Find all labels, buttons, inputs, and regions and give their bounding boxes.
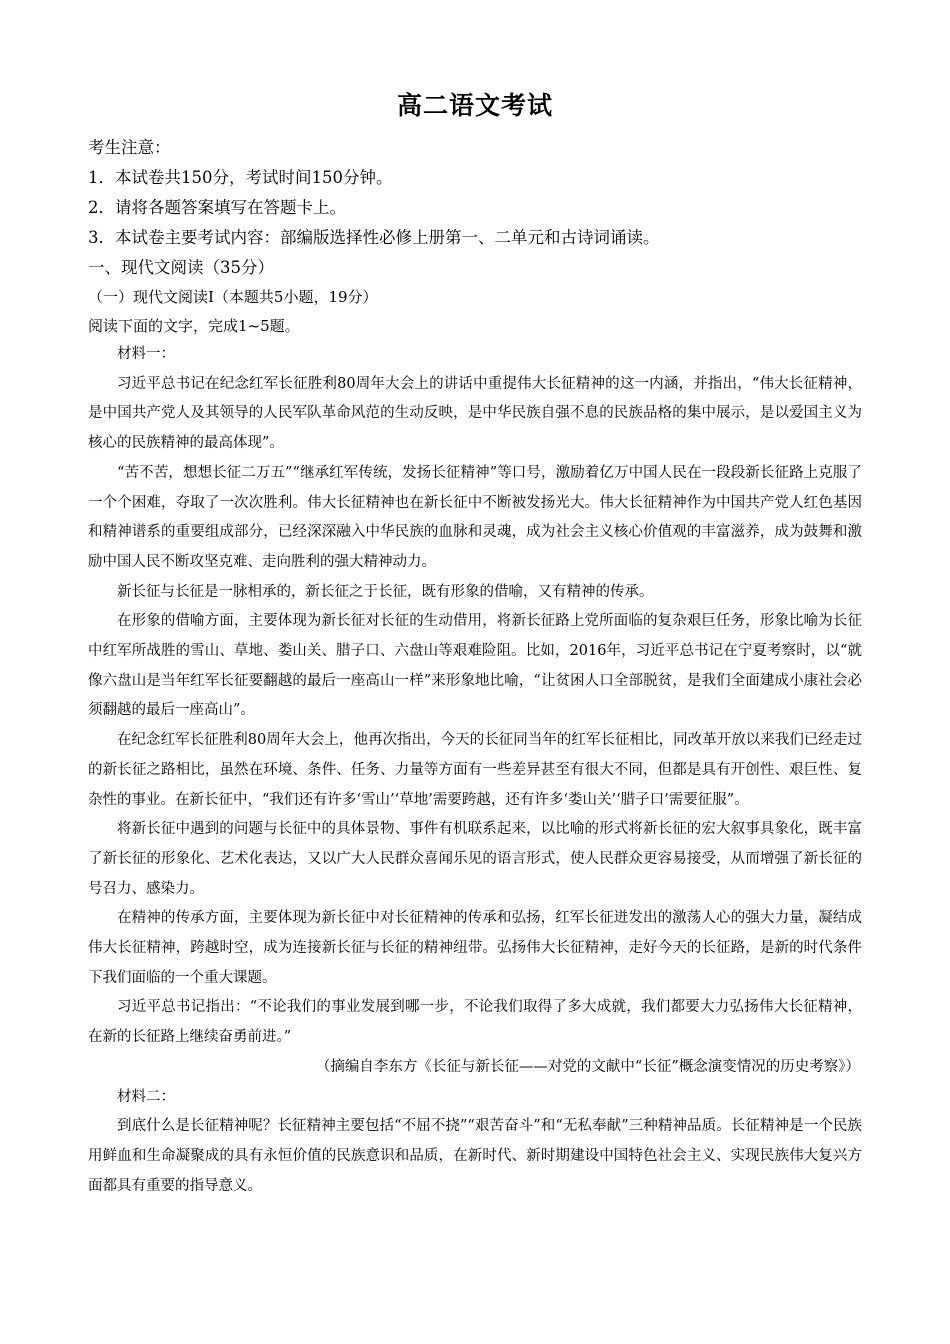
exam-title: 高二语文考试: [396, 91, 553, 120]
paragraph: 习近平总书记指出：“不论我们的事业发展到哪一步，不论我们取得了多大成就，我们都要大力弘扬伟大长征精神，在新的长征路上继续奋勇前进。”: [88, 999, 862, 1046]
paragraph: 到底什么是长征精神呢？长征精神主要包括“不屈不挠”“艰苦奋斗”和“无私奉献”三种精神品质。长征精神是一个民族用鲜血和生命凝聚成的具有永恒价值的民族意识和品质，在新时代、新时期建设中国特色社会主义、实现民族伟大复兴方面都具有重要的指导意义。: [88, 1118, 862, 1194]
paragraph: 将新长征中遇到的问题与长征中的具体景物、事件有机联系起来，以比喻的形式将新长征的宏大叙事具象化，既丰富了新长征的形象化、艺术化表达，又以广大人民群众喜闻乐见的语言形式，使人民群众更容易接受，从而增强了新长征的号召力、感染力。: [88, 821, 862, 897]
paragraph: “苦不苦，想想长征二万五”“继承红军传统，发扬长征精神”等口号，激励着亿万中国人民在一段段新长征路上克服了一个个困难，夺取了一次次胜利。伟大长征精神也在新长征中不断被发扬光大。伟大长征精神作为中国共产党人红色基因和精神谱系的重要组成部分，已经深深融入中华民族的血脉和灵魂，成为社会主义核心价值观的丰富滋养，成为鼓舞和激励中国人民不断攻坚克难、走向胜利的强大精神动力。: [88, 464, 862, 570]
notice-item: 2．请将各题答案填写在答题卡上。: [88, 198, 346, 217]
notice-item: 1．本试卷共150分，考试时间150分钟。: [88, 168, 393, 187]
reading-passage: [88, 340, 862, 1201]
paragraph: 在形象的借喻方面，主要体现为新长征对长征的生动借用，将新长征路上党所面临的复杂艰巨任务，形象比喻为长征中红军所战胜的雪山、草地、娄山关、腊子口、六盘山等艰难险阻。比如，2016年，习近平总书记在宁夏考察时，以“就像六盘山是当年红军长征要翻越的最后一座高山一样”来形象地比喻，“让贫困人口全部脱贫，是我们全面建成小康社会必须翻越的最后一座高山”。: [88, 613, 862, 719]
section-heading: 一、现代文阅读（35分）: [88, 258, 274, 277]
notice-heading: 考生注意：: [88, 138, 171, 157]
notice-item: 3．本试卷主要考试内容：部编版选择性必修上册第一、二单元和古诗词诵读。: [88, 228, 660, 247]
paragraph: 在纪念红军长征胜利80周年大会上，他再次指出，今天的长征同当年的红军长征相比，同改革开放以来我们已经走过的新长征之路相比，虽然在环境、条件、任务、力量等方面有一些差异甚至有很大不同，但都是具有开创性、艰巨性、复杂性的事业。在新长征中，“我们还有许多‘雪山’‘草地’需要跨越，还有许多‘娄山关’‘腊子口’需要征服”。: [88, 732, 862, 808]
material-label: 材料一：: [117, 346, 175, 362]
paragraph: 习近平总书记在纪念红军长征胜利80周年大会上的讲话中重提伟大长征精神的这一内涵，并指出，“伟大长征精神，是中国共产党人及其领导的人民军队革命风范的生动反映，是中华民族自强不息的民族品格的集中展示，是以爱国主义为核心的民族精神的最高体现”。: [88, 375, 862, 452]
paragraph: 新长征与长征是一脉相承的，新长征之于长征，既有形象的借喻，又有精神的传承。: [117, 583, 654, 600]
reading-instruction: 阅读下面的文字，完成1~5题。: [88, 317, 300, 335]
source-citation: （摘编自李东方《长征与新长征——对党的文献中“长征”概念演变情况的历史考察》）: [315, 1058, 860, 1075]
sub-section-heading: （一）现代文阅读Ⅰ（本题共5小题，19分）: [88, 288, 378, 306]
paragraph: 在精神的传承方面，主要体现为新长征中对长征精神的传承和弘扬，红军长征迸发出的激荡人心的强大力量，凝结成伟大长征精神，跨越时空，成为连接新长征与长征的精神纽带。弘扬伟大长征精神，走好今天的长征路，是新的时代条件下我们面临的一个重大课题。: [88, 910, 862, 986]
material-label: 材料二：: [117, 1088, 175, 1105]
